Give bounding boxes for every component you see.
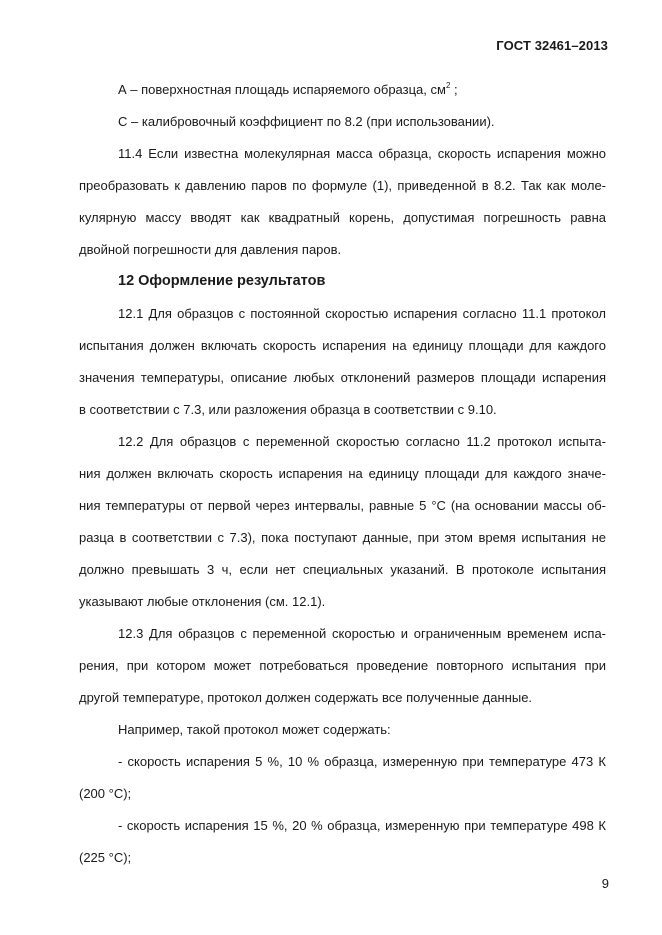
paragraph-line: преобразовать к давлению паров по формуле (1), приведенной в 8.2. Так как моле- [79, 178, 606, 193]
paragraph-line: значения температуры, описание любых отклонений размеров площади испарения [79, 370, 606, 385]
paragraph-line: указывают любые отклонения (см. 12.1). [79, 594, 326, 609]
paragraph-line: 11.4 Если известна молекулярная масса образца, скорость испарения можно [118, 146, 606, 161]
paragraph-line: кулярную массу вводят как квадратный корень, допустимая погрешность равна [79, 210, 606, 225]
paragraph-line: 12.3 Для образцов с переменной скоростью и ограниченным временем испа- [118, 626, 606, 641]
definition-a [79, 74, 606, 106]
example-item-line: (225 °С); [79, 850, 132, 865]
paragraph-line: в соответствии с 7.3, или разложения образца в соответствии с 9.10. [79, 402, 497, 417]
paragraph-line: испытания должен включать скорость испарения на единицу площади для каждого [79, 338, 606, 353]
paragraph-12-1 [79, 298, 606, 426]
definition-a-text: А – поверхностная площадь испаряемого образца, см [118, 82, 446, 97]
paragraph-12-2 [79, 426, 606, 618]
paragraph-line: должно превышать 3 ч, если нет специальных указаний. В протоколе испытания [79, 562, 606, 577]
section-heading: 12 Оформление результатов [118, 273, 326, 289]
definition-a-superscript: 2 [445, 81, 451, 90]
example-item-1 [79, 746, 606, 810]
paragraph-11-4 [79, 138, 606, 266]
paragraph-line: 12.2 Для образцов с переменной скоростью согласно 11.2 протокол испыта- [118, 434, 606, 449]
example-item-line: - скорость испарения 5 %, 10 % образца, измеренную при температуре 473 К [118, 754, 606, 769]
definition-c: С – калибровочный коэффициент по 8.2 (при использовании). [118, 114, 495, 129]
paragraph-line: ния температуры от первой через интервалы, равные 5 °С (на основании массы об- [79, 498, 606, 513]
example-item-2 [79, 810, 606, 874]
paragraph-line: ния должен включать скорость испарения на единицу площади для каждого значе- [79, 466, 606, 481]
example-item-line: (200 °С); [79, 786, 132, 801]
example-item-line: - скорость испарения 15 %, 20 % образца, измеренную при температуре 498 К [118, 818, 606, 833]
paragraph-line: другой температуре, протокол должен содержать все полученные данные. [79, 690, 533, 705]
paragraph-12-3 [79, 618, 606, 714]
page-number: 9 [601, 876, 609, 891]
paragraph-line: разца в соответствии с 7.3), пока поступают данные, при этом время испытания не [79, 530, 606, 545]
paragraph-line: 12.1 Для образцов с постоянной скоростью испарения согласно 11.1 протокол [118, 306, 606, 321]
definition-a-tail: ; [450, 82, 458, 97]
document-code: ГОСТ 32461–2013 [496, 38, 608, 53]
paragraph-line: двойной погрешности для давления паров. [79, 242, 342, 257]
page-body [79, 74, 606, 874]
example-intro: Например, такой протокол может содержать: [118, 722, 391, 737]
paragraph-line: рения, при котором может потребоваться проведение повторного испытания при [79, 658, 606, 673]
